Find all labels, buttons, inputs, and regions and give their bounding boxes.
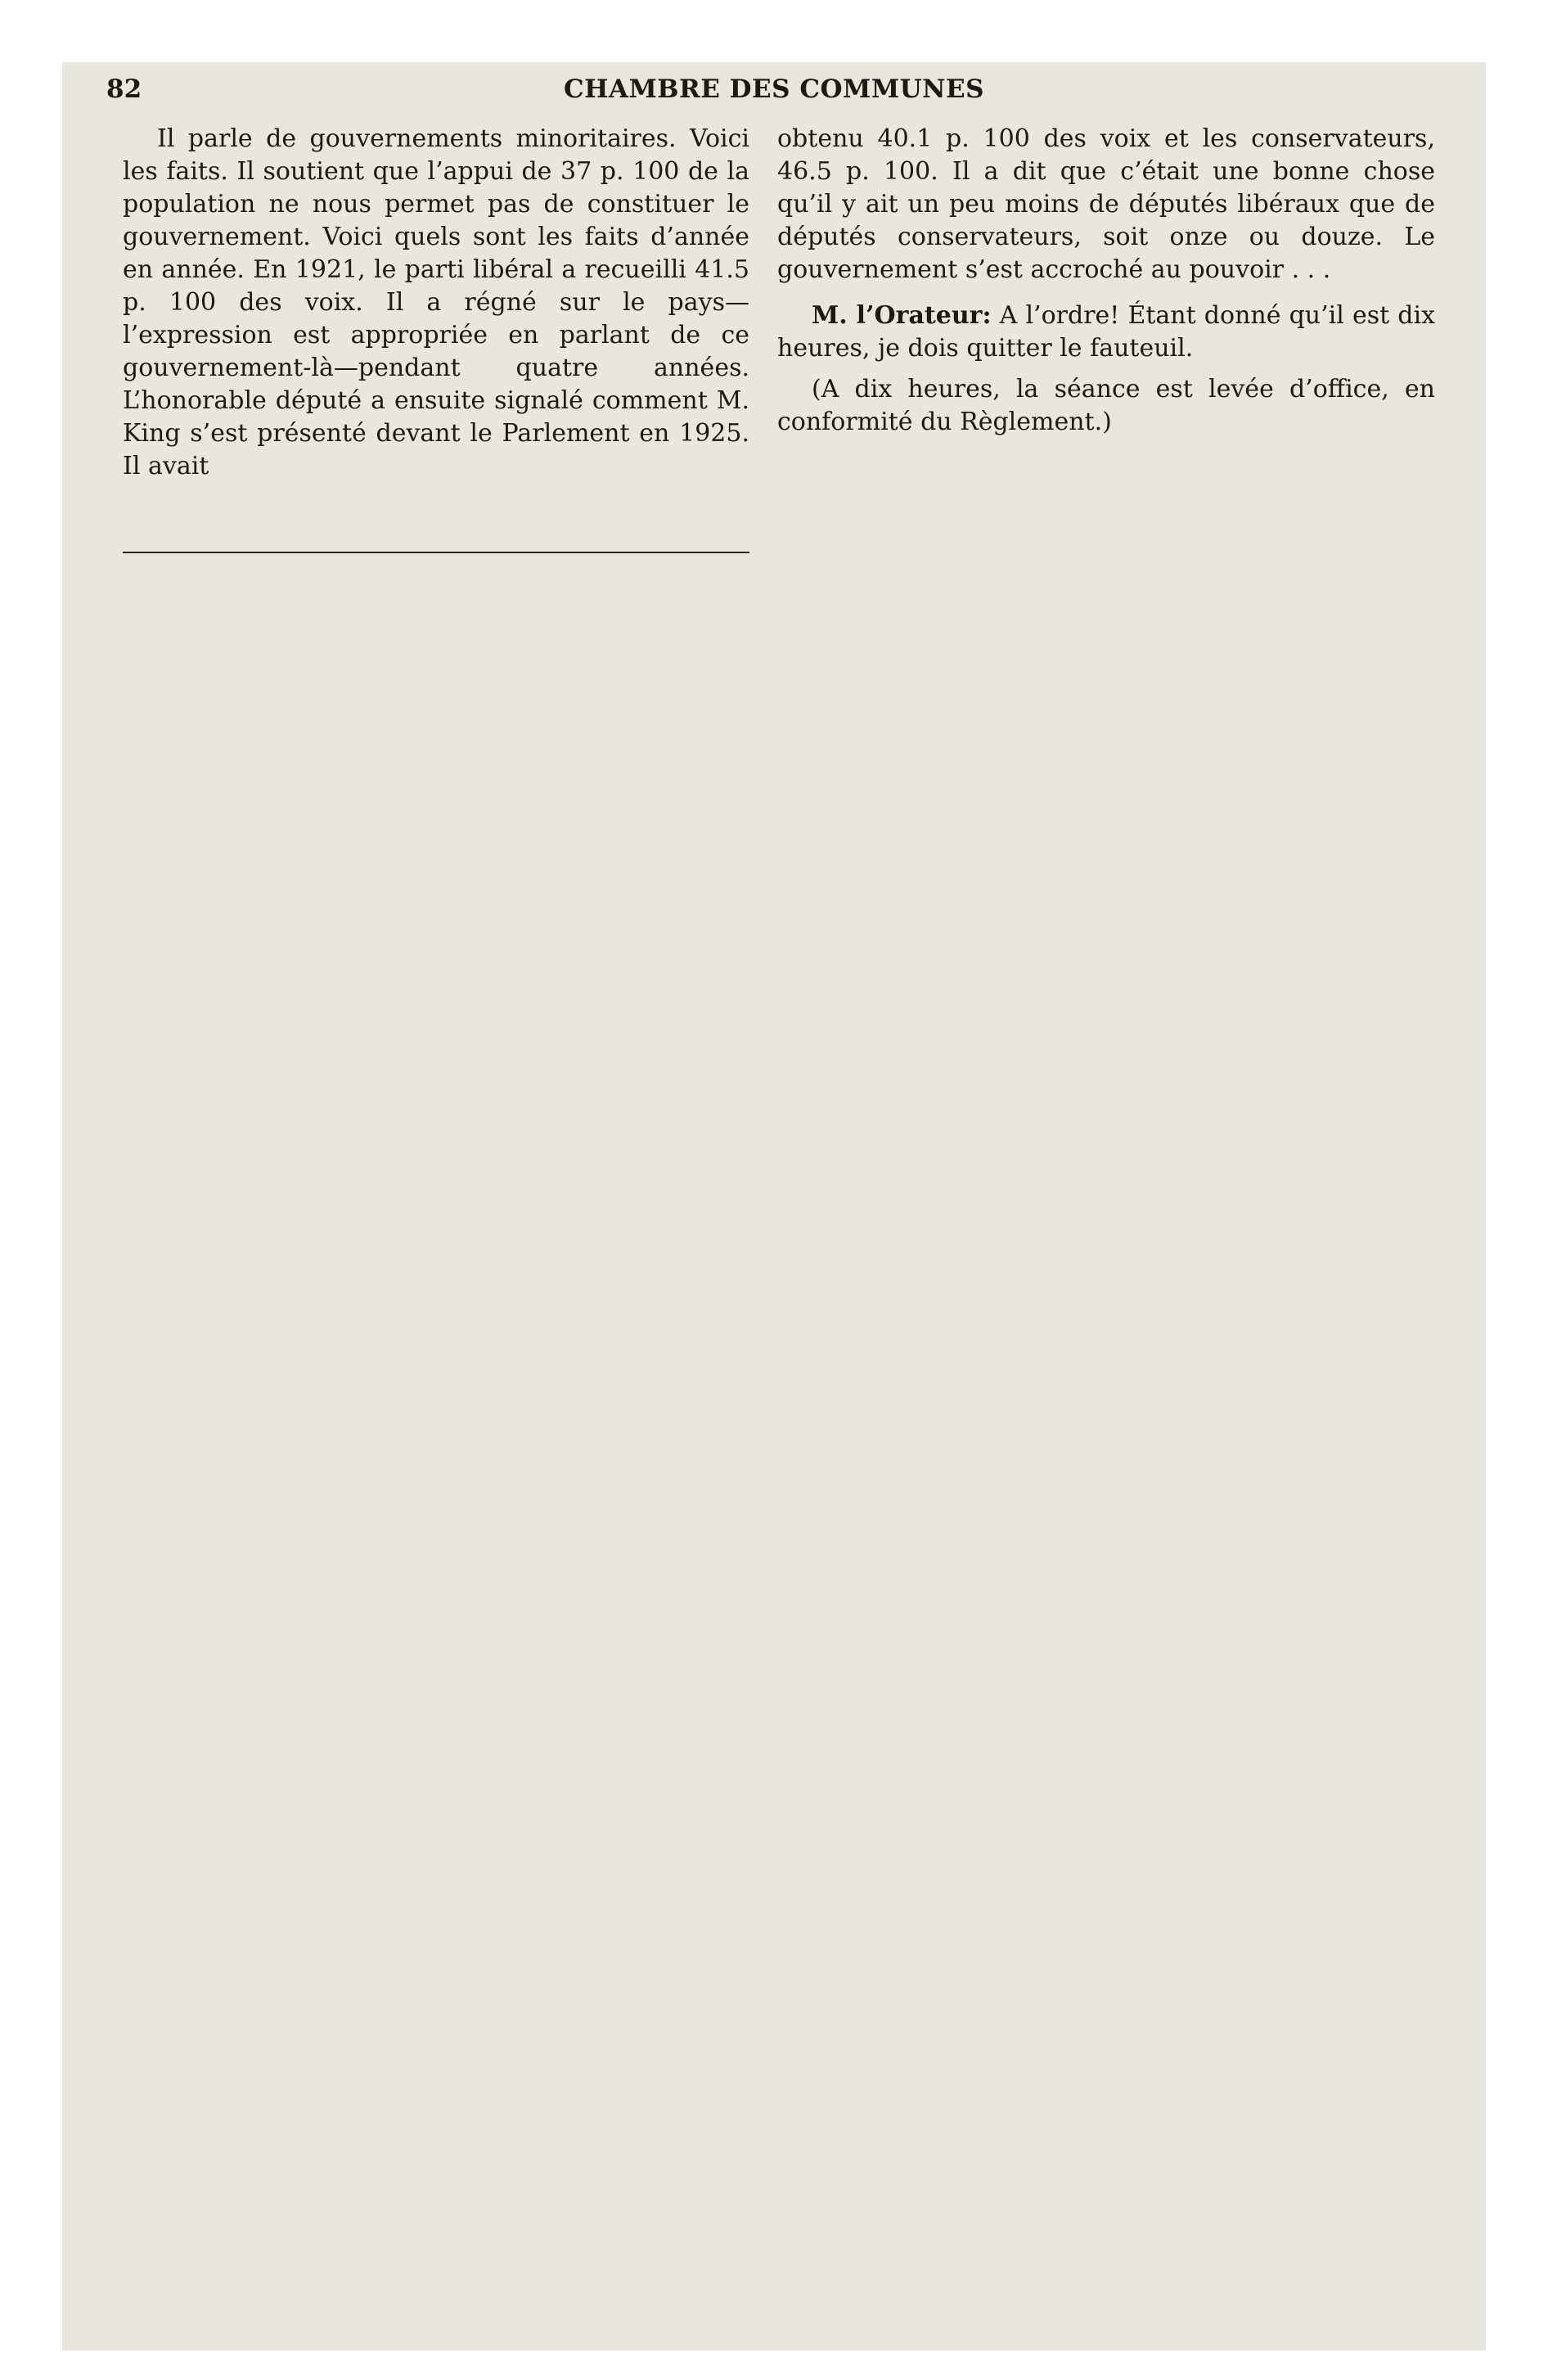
running-head: CHAMBRE DES COMMUNES: [563, 74, 985, 104]
speaker-name: M. l’Orateur:: [812, 301, 992, 330]
page-header: [62, 61, 1486, 118]
right-column: [777, 123, 1435, 439]
speaker-speech: A l’ordre! Étant donné qu’il est dix heures, je dois quitter le fauteuil.: [777, 301, 1436, 363]
adjournment-note: (A dix heures, la séance est levée d’office, en conformité du Règlement.): [777, 375, 1435, 436]
left-paragraph: Il parle de gouvernements minoritaires. Voici les faits. Il soutient que l’appui de 37 p. 100 de la population ne nous permet pas de constituer le gouvernement. Voici quels sont les faits d’année en année. En 1921, le parti libéral a recueilli 41.5 p. 100 des voix. Il a régné sur le pays—l’expression est appropriée en parlant de ce gouvernement-là—pendant quatre années. L’honorable député a ensuite signalé comment M. King s’est présenté devant le Parlement en 1925. Il avait: [123, 124, 749, 480]
right-paragraph: obtenu 40.1 p. 100 des voix et les conservateurs, 46.5 p. 100. Il a dit que c’était une bonne chose qu’il y ait un peu moins de députés libéraux que de députés conservateurs, soit onze ou douze. Le gouvernement s’est accroché au pouvoir . . .: [777, 124, 1435, 284]
page-number: 82: [106, 74, 142, 104]
left-column: [123, 123, 749, 483]
column-end-rule: [123, 552, 749, 553]
speaker-statement: [777, 300, 1435, 365]
